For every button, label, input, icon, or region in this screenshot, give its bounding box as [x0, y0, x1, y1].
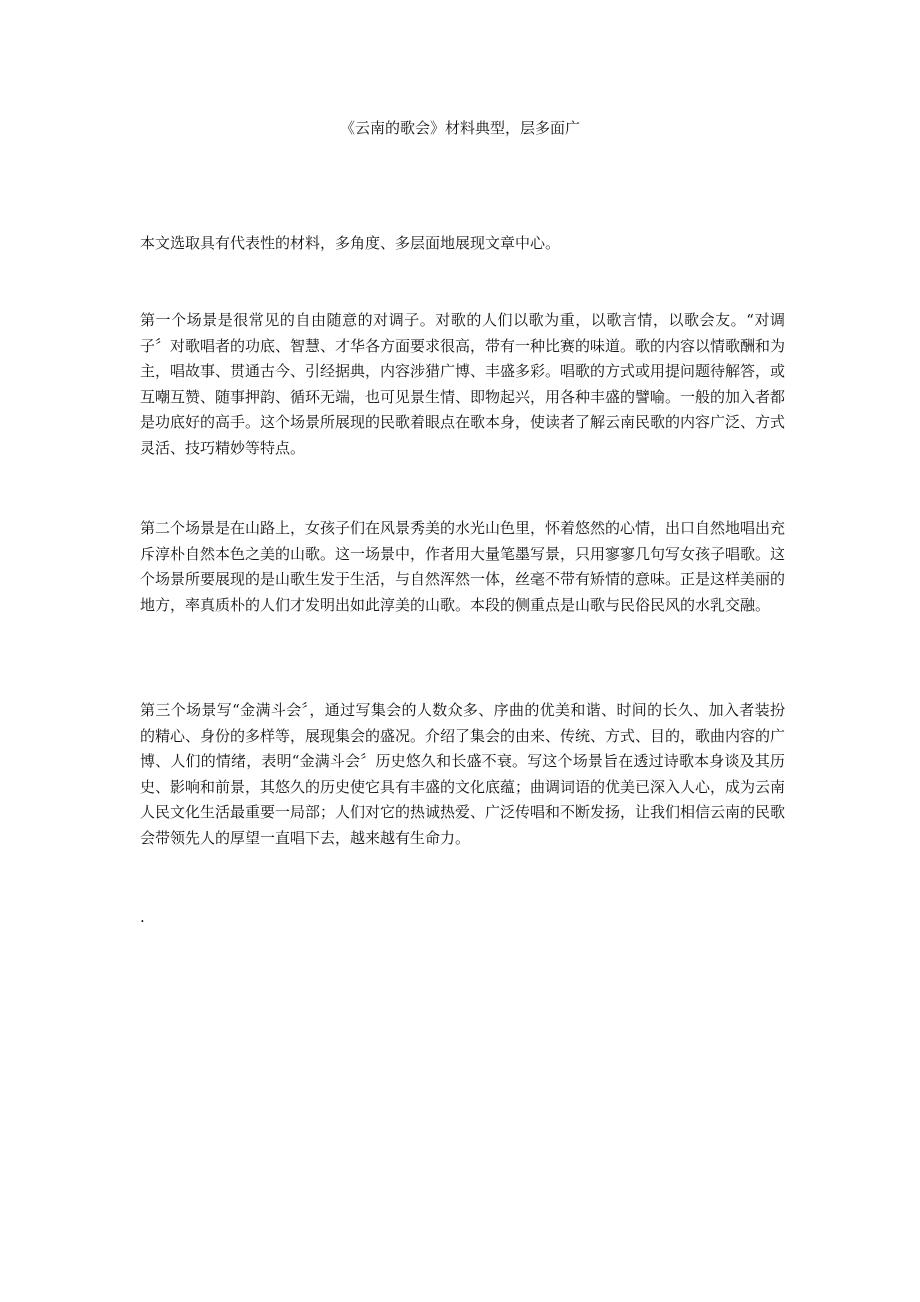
scene-three-paragraph: 第三个场景写“金满斗会〞，通过写集会的人数众多、序曲的优美和谐、时间的长久、加入者装扮的精心、身份的多样等，展现集会的盛况。介绍了集会的由来、传统、方式、目的，歌曲内容的广博、人们的情绪，表明“金满斗会〞历史悠久和长盛不衰。写这个场景旨在透过诗歌本身谈及其历史、影响和前景，其悠久的历史使它具有丰盛的文化底蕴；曲调词语的优美已深入人心，成为云南人民文化生活最重要一局部；人们对它的热诚热爱、广泛传唱和不断发扬，让我们相信云南的民歌会带领先人的厚望一直唱下去，越来越有生命力。	[140, 701, 786, 847]
end-mark: .	[140, 908, 145, 926]
scene-two-paragraph: 第二个场景是在山路上，女孩子们在风景秀美的水光山色里，怀着悠然的心情，出口自然地唱出充斥淳朴自然本色之美的山歌。这一场景中，作者用大量笔墨写景，只用寥寥几句写女孩子唱歌。这个场景所要展现的是山歌生发于生活，与自然浑然一体，丝毫不带有矫情的意味。正是这样美丽的地方，率真质朴的人们才发明出如此淳美的山歌。本段的侧重点是山歌与民俗民风的水乳交融。	[140, 519, 786, 614]
scene-one-paragraph: 第一个场景是很常见的自由随意的对调子。对歌的人们以歌为重，以歌言情，以歌会友。“对调子〞对歌唱者的功底、智慧、才华各方面要求很高，带有一种比赛的味道。歌的内容以情歌酬和为主，唱故事、贯通古今、引经据典，内容涉猎广博、丰盛多彩。唱歌的方式或用提问题待解答，或互嘲互赞、随事押韵、循环无端，也可见景生情、即物起兴，用各种丰盛的譬喻。一般的加入者都是功底好的高手。这个场景所展现的民歌着眼点在歌本身，使读者了解云南民歌的内容广泛、方式灵活、技巧精妙等特点。	[140, 311, 786, 457]
document-title: 《云南的歌会》材料典型，层多面广	[339, 119, 580, 137]
intro-paragraph: 本文选取具有代表性的材料，多角度、多层面地展现文章中心。	[140, 234, 561, 252]
